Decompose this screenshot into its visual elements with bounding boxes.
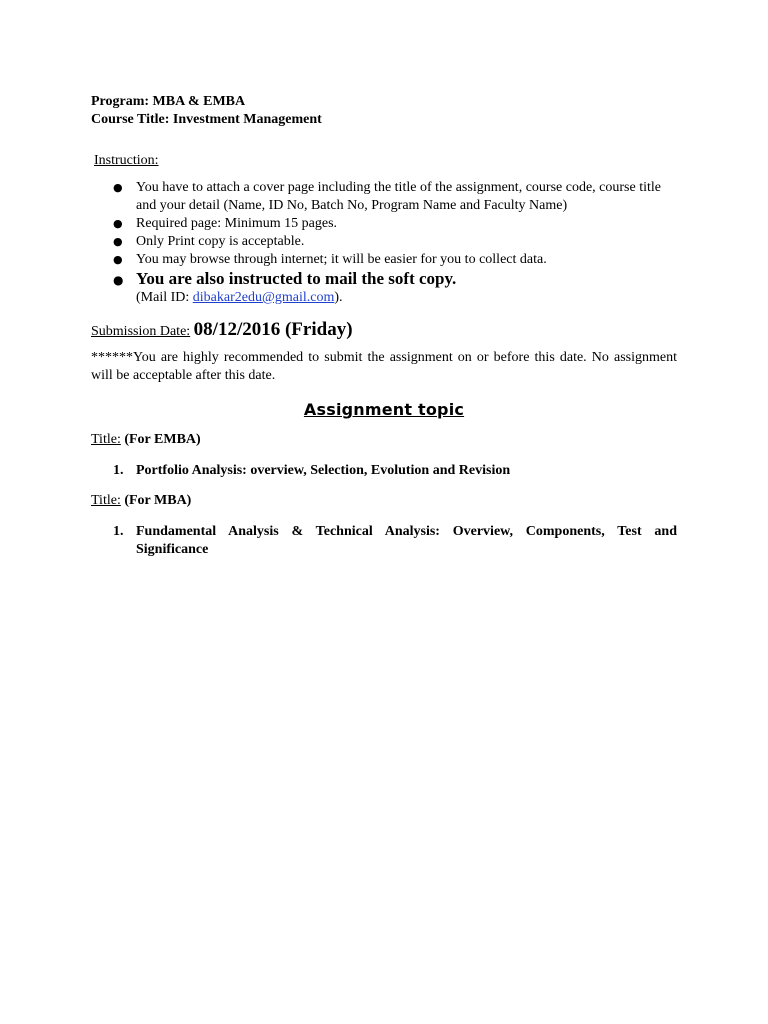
list-item	[91, 251, 677, 269]
title-for: (For EMBA)	[124, 432, 201, 447]
submission-label: Submission Date:	[91, 324, 191, 339]
mail-prefix: (Mail ID:	[136, 290, 193, 305]
title-label: Title:	[91, 493, 121, 508]
mail-suffix: ).	[334, 290, 343, 305]
instruction-item-text: You may browse through internet; it will be easier for you to collect data.	[136, 252, 547, 267]
emba-topic-list	[91, 462, 677, 480]
title-label: Title:	[91, 432, 121, 447]
list-item	[91, 179, 677, 215]
list-item	[91, 462, 677, 480]
mail-line	[91, 289, 677, 307]
list-item	[91, 523, 677, 559]
mba-topic-list	[91, 523, 677, 559]
list-item-emphasis	[91, 269, 677, 289]
mail-link[interactable]: dibakar2edu@gmail.com	[192, 290, 335, 305]
bullet-icon: ●	[113, 181, 123, 194]
document-page	[91, 93, 677, 559]
program-line: Program: MBA & EMBA	[91, 94, 246, 109]
instruction-emphasis-text: You are also instructed to mail the soft copy.	[136, 269, 457, 288]
topic-text: Fundamental Analysis & Technical Analysis: Overview, Components, Test and Significance	[136, 524, 677, 557]
topic-text: Portfolio Analysis: overview, Selection, Evolution and Revision	[136, 463, 511, 478]
instruction-label: Instruction:	[94, 153, 159, 168]
bullet-icon: ●	[113, 253, 123, 266]
assignment-topic-heading: Assignment topic	[303, 400, 465, 419]
bullet-icon: ●	[113, 273, 124, 287]
bullet-icon: ●	[113, 217, 123, 230]
recommendation-note: ******You are highly recommended to submit the assignment on or before this date. No assignment will be acceptable after this date.	[91, 350, 677, 383]
submission-line	[91, 321, 677, 341]
topic-number: 1.	[113, 524, 124, 539]
instruction-list	[91, 179, 677, 289]
bullet-icon: ●	[113, 235, 123, 248]
topic-number: 1.	[113, 463, 124, 478]
emba-title-line	[91, 431, 677, 449]
instruction-item-text: Only Print copy is acceptable.	[136, 234, 305, 249]
instruction-item-text: You have to attach a cover page including the title of the assignment, course code, course title and your detail (Name, ID No, Batch No, Program Name and Faculty Name)	[136, 180, 661, 213]
mba-title-line	[91, 492, 677, 510]
title-for: (For MBA)	[124, 493, 192, 508]
instruction-item-text: Required page: Minimum 15 pages.	[136, 216, 338, 231]
submission-date: 08/12/2016 (Friday)	[193, 319, 353, 340]
list-item	[91, 233, 677, 251]
course-title-line: Course Title: Investment Management	[91, 112, 322, 127]
list-item	[91, 215, 677, 233]
